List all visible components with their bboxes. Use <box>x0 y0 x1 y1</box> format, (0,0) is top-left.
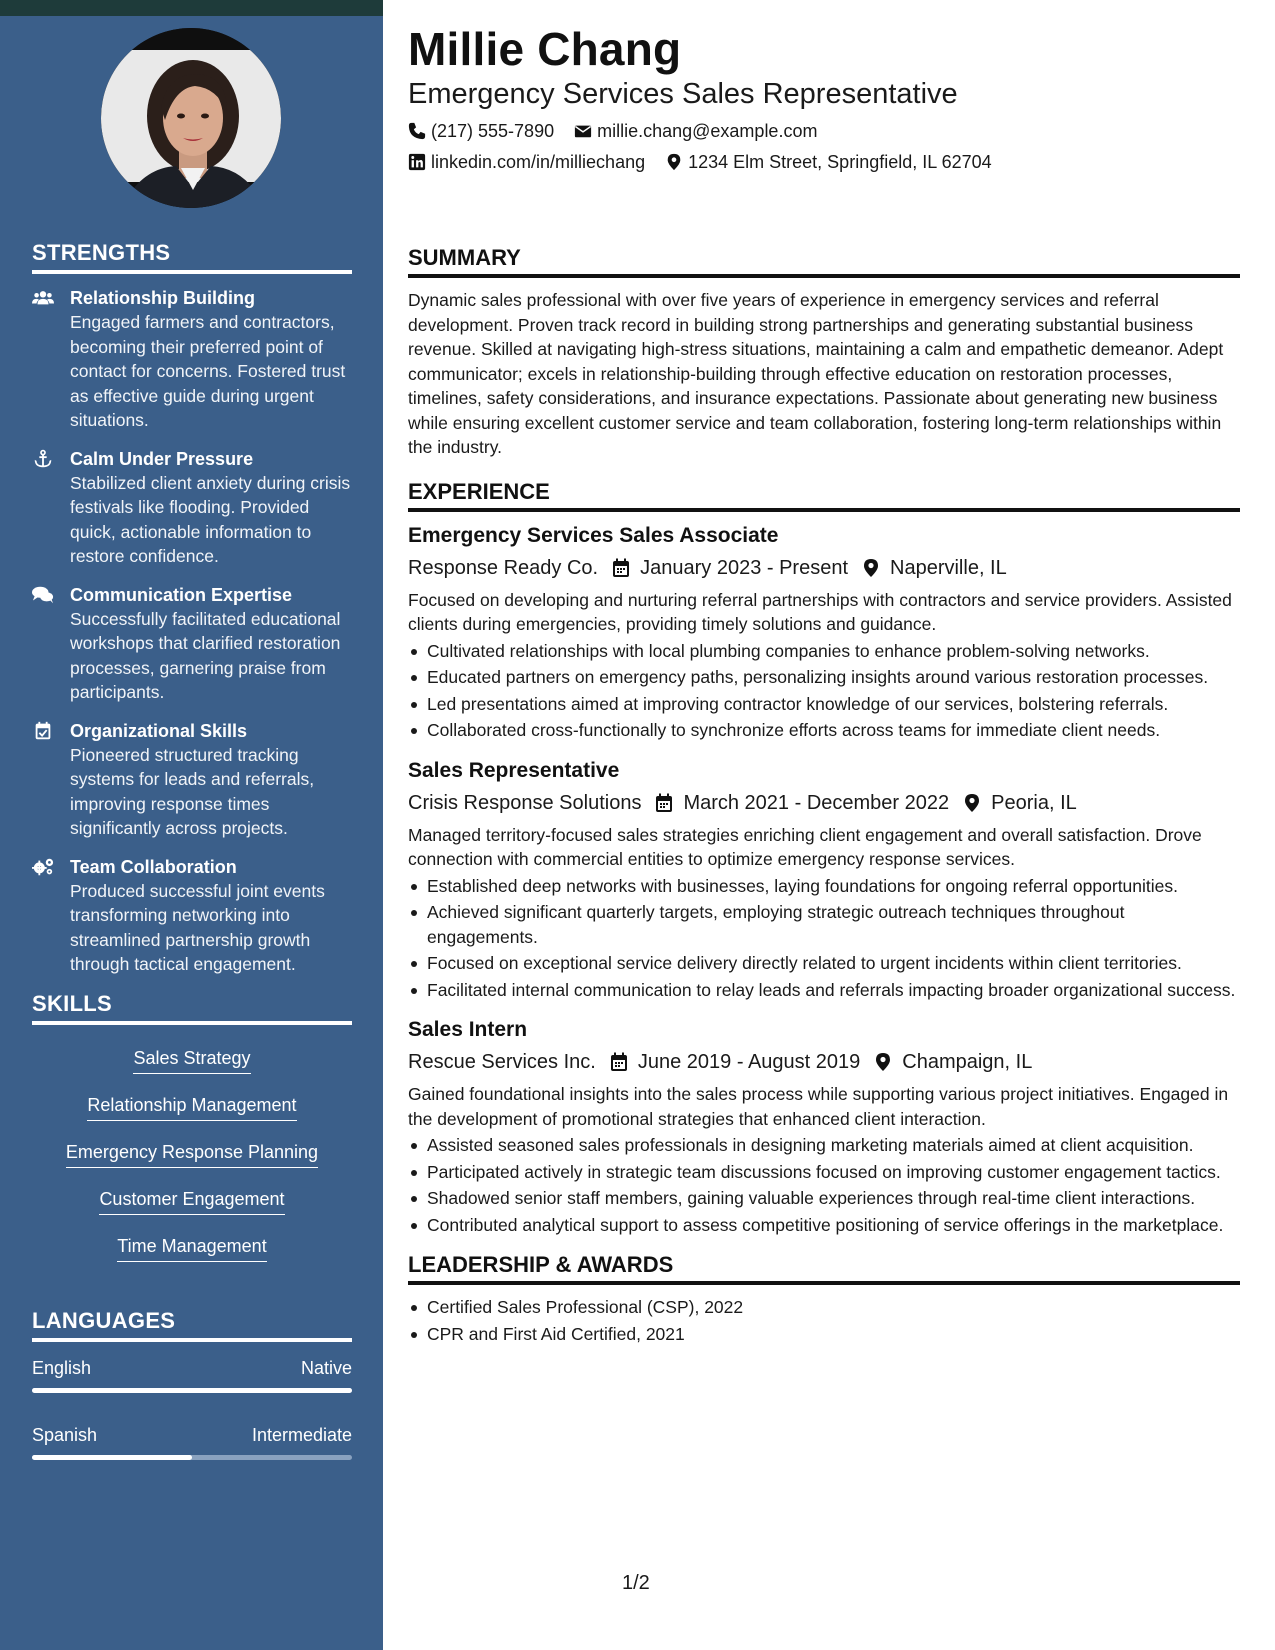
strength-item <box>32 719 352 841</box>
envelope-icon <box>574 122 592 140</box>
map-marker-icon <box>862 558 880 578</box>
language-bar <box>32 1455 352 1460</box>
calendar-icon <box>612 558 630 578</box>
language-item <box>32 1423 352 1460</box>
job-title: Emergency Services Sales Associate <box>408 523 779 547</box>
strength-title: Team Collaboration <box>70 856 237 877</box>
job-location-text: Naperville, IL <box>890 556 1007 579</box>
bullet-item: Led presentations aimed at improving contractor knowledge of our services, bolstering referrals. <box>408 692 1240 717</box>
job-description: Managed territory-focused sales strategies enriching client engagement and overall satisfaction. Drove connection with commercial entities to optimize emergency response services. <box>408 824 1202 869</box>
strength-title: Relationship Building <box>70 288 255 308</box>
skill-item: Sales Strategy <box>133 1046 250 1074</box>
bullet-item: Assisted seasoned sales professionals in designing marketing materials aimed at client acquisition. <box>408 1133 1240 1158</box>
strength-item <box>32 583 352 705</box>
main-content <box>408 22 1240 1348</box>
bullet-item: Participated actively in strategic team discussions focused on improving customer engagement tactics. <box>408 1160 1240 1185</box>
linkedin-icon <box>408 153 426 171</box>
map-marker-icon <box>874 1052 892 1072</box>
job-bullets <box>408 1133 1240 1237</box>
sidebar <box>0 0 383 1650</box>
candidate-role: Emergency Services Sales Representative <box>408 78 958 110</box>
summary-text: Dynamic sales professional with over five years of experience in emergency services and referral development. Proven track record in building strong partnerships and generating substantial business revenue. Skilled at navigating high-stress situations, maintaining a calm and empathetic demeanor. Adept communicator; excels in relationship-building through effective education on restoration processes, timelines, safety considerations, and insurance expectations. Passionate about generating new business while ensuring excellent customer service and team collaboration, fostering long-term relationships within the industry. <box>408 290 1224 457</box>
language-name: Spanish <box>32 1424 98 1445</box>
linkedin-text: linkedin.com/in/milliechang <box>431 152 646 172</box>
award-item: CPR and First Aid Certified, 2021 <box>408 1322 1240 1347</box>
anchor-icon <box>32 447 70 569</box>
language-level: Intermediate <box>251 1424 352 1445</box>
email-text: millie.chang@example.com <box>597 121 818 141</box>
experience-section <box>408 478 1240 1238</box>
contact-row <box>408 119 1240 143</box>
phone-text: (217) 555-7890 <box>431 121 555 141</box>
job-title: Sales Representative <box>408 758 620 782</box>
job-dates-text: January 2023 - Present <box>640 556 849 579</box>
skill-item: Customer Engagement <box>99 1187 284 1215</box>
strength-title: Calm Under Pressure <box>70 448 254 469</box>
map-marker-icon <box>963 793 981 813</box>
strength-desc: Stabilized client anxiety during crisis festivals like flooding. Provided quick, actionable information to restore confidence. <box>70 472 351 566</box>
summary-section <box>408 244 1240 460</box>
contact-phone[interactable] <box>408 119 554 143</box>
award-item: Certified Sales Professional (CSP), 2022 <box>408 1295 1240 1320</box>
candidate-name: Millie Chang <box>408 23 682 75</box>
bullet-item: Shadowed senior staff members, gaining valuable experiences through real-time client interactions. <box>408 1186 1240 1211</box>
job-bullets <box>408 874 1240 1003</box>
strength-desc: Successfully facilitated educational workshops that clarified restoration processes, garnering praise from participants. <box>70 608 341 702</box>
summary-heading: SUMMARY <box>408 244 1240 278</box>
skill-list <box>32 1037 352 1272</box>
bullet-item: Focused on exceptional service delivery directly related to urgent incidents within client territories. <box>408 951 1240 976</box>
language-level: Native <box>300 1357 352 1378</box>
strength-desc: Engaged farmers and contractors, becoming their preferred point of contact for concerns. Fostered trust as effective guide during urgent situations. <box>70 312 346 430</box>
job-description: Gained foundational insights into the sales process while supporting various project initiatives. Engaged in the development of promotional strategies that enhanced client interaction. <box>408 1084 1229 1129</box>
phone-icon <box>408 122 426 140</box>
strengths-heading: STRENGTHS <box>32 240 352 274</box>
bullet-item: Cultivated relationships with local plumbing companies to enhance problem-solving networks. <box>408 639 1240 664</box>
job-company: Crisis Response Solutions <box>408 791 642 814</box>
language-name: English <box>32 1357 92 1378</box>
users-icon <box>32 286 70 433</box>
strength-desc: Produced successful joint events transforming networking into streamlined partnership growth through tactical engagement. <box>70 880 325 974</box>
job-location-text: Peoria, IL <box>991 791 1077 814</box>
contact-email[interactable] <box>574 119 817 143</box>
job-dates-text: June 2019 - August 2019 <box>637 1051 861 1073</box>
language-bar <box>32 1388 352 1393</box>
job-location <box>963 789 1077 817</box>
comments-icon <box>32 583 70 705</box>
bullet-item: Facilitated internal communication to relay leads and referrals impacting broader organizational success. <box>408 978 1240 1003</box>
strength-title: Communication Expertise <box>70 584 293 605</box>
job-location-text: Champaign, IL <box>902 1051 1033 1073</box>
language-bar-fill <box>32 1388 352 1393</box>
skills-heading: SKILLS <box>32 991 352 1025</box>
job-dates <box>610 1048 860 1076</box>
job-company: Rescue Services Inc. <box>408 1051 596 1073</box>
job-entry <box>408 522 1240 743</box>
strength-item <box>32 855 352 977</box>
profile-photo <box>101 28 281 208</box>
calendar-icon <box>610 1052 628 1072</box>
bullet-item: Collaborated cross-functionally to synchronize efforts across teams for immediate client needs. <box>408 718 1240 743</box>
languages-heading: LANGUAGES <box>32 1308 352 1342</box>
bullet-item: Contributed analytical support to assess competitive positioning of service offerings in the marketplace. <box>408 1213 1240 1238</box>
job-description: Focused on developing and nurturing referral partnerships with contractors and service providers. Assisted clients during emergencies, providing timely solutions and guidance. <box>408 589 1232 634</box>
language-bar-fill <box>32 1455 192 1460</box>
bullet-item: Achieved significant quarterly targets, employing strategic outreach techniques throughout engagements. <box>408 900 1240 949</box>
job-location <box>874 1048 1032 1076</box>
experience-heading: EXPERIENCE <box>408 478 1240 512</box>
bullet-item: Educated partners on emergency paths, personalizing insights around various restoration processes. <box>408 665 1240 690</box>
skill-item: Emergency Response Planning <box>66 1140 318 1168</box>
page-number: 1/2 <box>622 1572 650 1594</box>
contact-row <box>408 150 1240 174</box>
job-entry <box>408 1016 1240 1237</box>
strength-item <box>32 286 352 433</box>
strength-item <box>32 447 352 569</box>
awards-section <box>408 1251 1240 1346</box>
map-marker-icon <box>665 153 683 171</box>
calendar-icon <box>655 793 673 813</box>
strength-desc: Pioneered structured tracking systems for leads and referrals, improving response times significantly across projects. <box>70 744 315 838</box>
language-item <box>32 1356 352 1393</box>
job-entry <box>408 757 1240 1003</box>
job-title: Sales Intern <box>408 1018 528 1041</box>
job-dates-text: March 2021 - December 2022 <box>683 791 950 814</box>
skill-item: Time Management <box>117 1234 266 1262</box>
job-location <box>862 554 1007 582</box>
awards-list <box>408 1295 1240 1346</box>
job-company: Response Ready Co. <box>408 556 599 579</box>
contact-linkedin[interactable] <box>408 150 645 174</box>
bullet-item: Established deep networks with businesses, laying foundations for ongoing referral opportunities. <box>408 874 1240 899</box>
awards-heading: LEADERSHIP & AWARDS <box>408 1251 1240 1285</box>
job-dates <box>655 789 949 817</box>
calendar-check-icon <box>32 719 70 841</box>
strength-title: Organizational Skills <box>70 720 248 741</box>
sidebar-top-bar <box>0 0 383 16</box>
job-dates <box>612 554 848 582</box>
address-text: 1234 Elm Street, Springfield, IL 62704 <box>688 152 992 172</box>
cogs-icon <box>32 855 70 977</box>
contact-address <box>665 150 992 174</box>
job-bullets <box>408 639 1240 743</box>
profile-photo-illustration <box>101 28 281 208</box>
skill-item: Relationship Management <box>87 1093 296 1121</box>
